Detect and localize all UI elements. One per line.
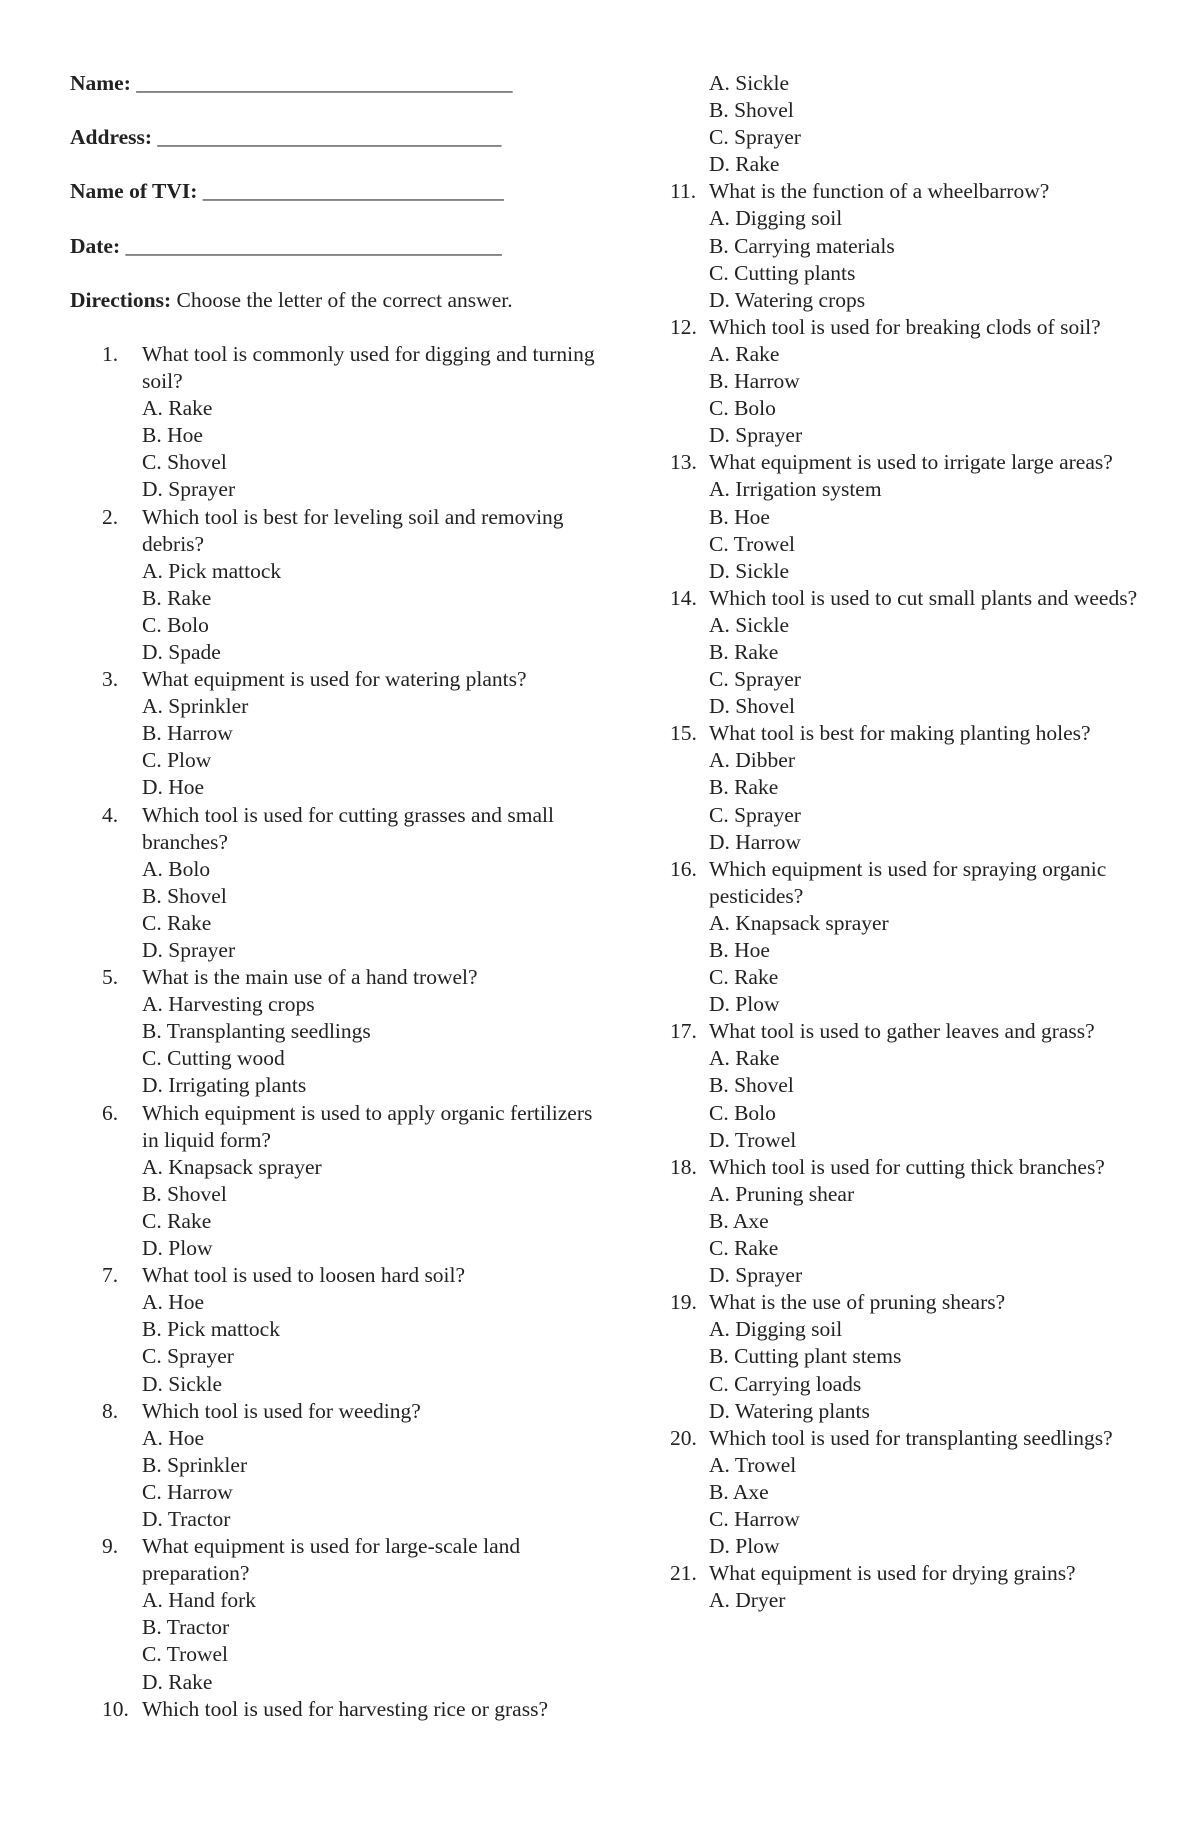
answer-choice[interactable]: B. Shovel bbox=[709, 98, 794, 123]
question-item bbox=[70, 1262, 600, 1397]
answer-choice[interactable]: C. Rake bbox=[709, 965, 779, 990]
question-number: 19. bbox=[670, 1290, 697, 1315]
answer-choice[interactable]: A. Hoe bbox=[142, 1290, 205, 1315]
answer-choice[interactable]: C. Cutting plants bbox=[709, 260, 856, 285]
question-text: What tool is best for making planting holes? bbox=[709, 721, 1091, 746]
answer-choice[interactable]: C. Trowel bbox=[709, 531, 796, 556]
tvi-label: Name of TVI: bbox=[70, 179, 198, 204]
question-item bbox=[70, 1398, 600, 1533]
question-text: Which tool is used for harvesting rice or grass? bbox=[142, 1696, 548, 1721]
question-item bbox=[670, 1289, 1140, 1424]
answer-choice[interactable]: D. Sprayer bbox=[709, 1263, 803, 1288]
question-item bbox=[670, 178, 1140, 313]
answer-choice[interactable]: D. Watering plants bbox=[709, 1398, 870, 1423]
question-number: 5. bbox=[102, 965, 119, 990]
answer-choice[interactable]: B. Shovel bbox=[142, 883, 227, 908]
answer-choice[interactable]: C. Sprayer bbox=[709, 802, 801, 827]
date-label: Date: bbox=[70, 233, 121, 258]
question-number: 2. bbox=[102, 504, 119, 529]
answer-choice[interactable]: D. Plow bbox=[709, 1534, 780, 1559]
answer-choice[interactable]: C. Sprayer bbox=[709, 125, 801, 150]
directions bbox=[70, 287, 600, 314]
question-text: Which tool is used for weeding? bbox=[142, 1398, 421, 1423]
answer-choice[interactable]: C. Rake bbox=[142, 1208, 212, 1233]
answer-choice[interactable]: B. Pick mattock bbox=[142, 1317, 280, 1342]
answer-choice[interactable]: A. Knapsack sprayer bbox=[709, 910, 889, 935]
question-text: What is the function of a wheelbarrow? bbox=[709, 179, 1050, 204]
answer-choice[interactable]: C. Bolo bbox=[709, 1100, 776, 1125]
question-text: Which tool is used for breaking clods of soil? bbox=[709, 314, 1101, 339]
answer-choice[interactable]: B. Rake bbox=[709, 775, 779, 800]
answer-choice[interactable]: C. Shovel bbox=[142, 450, 227, 475]
question-item bbox=[70, 964, 600, 1099]
directions-label: Directions: bbox=[70, 287, 172, 312]
question-item bbox=[670, 1018, 1140, 1153]
answer-choice[interactable]: B. Transplanting seedlings bbox=[142, 1019, 371, 1044]
question-item bbox=[70, 1100, 600, 1263]
answer-choice[interactable]: D. Hoe bbox=[142, 775, 205, 800]
question-number: 7. bbox=[102, 1263, 119, 1288]
answer-choice[interactable]: C. Carrying loads bbox=[709, 1371, 862, 1396]
question-number: 14. bbox=[670, 585, 697, 610]
question-number: 20. bbox=[670, 1425, 697, 1450]
question-item bbox=[670, 1560, 1140, 1614]
answer-choice[interactable]: A. Sickle bbox=[709, 612, 790, 637]
question-number: 21. bbox=[670, 1561, 697, 1586]
answer-choice[interactable]: D. Shovel bbox=[709, 694, 795, 719]
question-item bbox=[670, 856, 1140, 1019]
answer-choice[interactable]: D. Rake bbox=[709, 152, 780, 177]
question-text: What equipment is used for drying grains? bbox=[709, 1561, 1076, 1586]
answer-choice[interactable]: D. Harrow bbox=[709, 829, 801, 854]
answer-choice[interactable]: C. Plow bbox=[142, 748, 212, 773]
question-text: What equipment is used to irrigate large areas? bbox=[709, 450, 1113, 475]
question-item bbox=[670, 585, 1140, 720]
date-field bbox=[70, 233, 600, 260]
question-item bbox=[70, 504, 600, 667]
question-list-right bbox=[670, 178, 1140, 1614]
answer-choice[interactable]: A. Dibber bbox=[709, 748, 795, 773]
answer-choice[interactable]: C. Bolo bbox=[709, 396, 776, 421]
answer-choice[interactable]: A. Dryer bbox=[709, 1588, 786, 1613]
answer-choice[interactable]: D. Sickle bbox=[142, 1371, 223, 1396]
question-text: What is the use of pruning shears? bbox=[709, 1290, 1006, 1315]
question-number: 3. bbox=[102, 667, 119, 692]
question-item bbox=[670, 720, 1140, 855]
question-number: 9. bbox=[102, 1534, 119, 1559]
question-text: Which tool is best for leveling soil and removing debris? bbox=[142, 504, 564, 556]
tvi-field bbox=[70, 178, 600, 205]
tvi-blank[interactable]: ____________________________ bbox=[202, 179, 504, 204]
question-item bbox=[670, 314, 1140, 449]
address-field bbox=[70, 124, 600, 151]
question-list-left bbox=[70, 341, 600, 1723]
answer-choice[interactable]: C. Bolo bbox=[142, 612, 209, 637]
answer-choice[interactable]: A. Rake bbox=[709, 341, 780, 366]
question-text: What is the main use of a hand trowel? bbox=[142, 965, 478, 990]
question-text: Which tool is used for cutting thick branches? bbox=[709, 1154, 1105, 1179]
answer-choice[interactable]: B. Harrow bbox=[709, 369, 800, 394]
name-field bbox=[70, 70, 600, 97]
directions-text: Choose the letter of the correct answer. bbox=[176, 287, 513, 312]
answer-choice[interactable]: C. Trowel bbox=[142, 1642, 229, 1667]
date-blank[interactable]: ___________________________________ bbox=[125, 233, 502, 258]
answer-choice[interactable]: B. Shovel bbox=[709, 1073, 794, 1098]
question-number: 4. bbox=[102, 802, 119, 827]
answer-choice[interactable]: A. Sickle bbox=[709, 71, 790, 95]
answer-choice[interactable]: B. Harrow bbox=[142, 721, 233, 746]
answer-choice[interactable]: B. Rake bbox=[142, 585, 212, 610]
answer-choice[interactable]: B. Tractor bbox=[142, 1615, 230, 1640]
question-text: Which equipment is used for spraying organic pesticides? bbox=[709, 856, 1107, 908]
name-label: Name: bbox=[70, 71, 131, 95]
question-10-choices bbox=[670, 70, 1140, 178]
answer-choice[interactable]: B. Hoe bbox=[142, 423, 203, 448]
answer-choice[interactable]: A. Digging soil bbox=[709, 1317, 843, 1342]
question-item bbox=[70, 802, 600, 965]
answer-choice[interactable]: D. Sprayer bbox=[142, 477, 236, 502]
question-text: What equipment is used for watering plants? bbox=[142, 667, 527, 692]
answer-choice[interactable]: D. Irrigating plants bbox=[142, 1073, 307, 1098]
answer-choice[interactable]: A. Rake bbox=[142, 396, 213, 421]
question-number: 15. bbox=[670, 721, 697, 746]
question-number: 16. bbox=[670, 856, 697, 881]
question-item bbox=[670, 1425, 1140, 1560]
answer-choice[interactable]: A. Knapsack sprayer bbox=[142, 1154, 322, 1179]
answer-choice[interactable]: A. Sprinkler bbox=[142, 694, 249, 719]
question-number: 17. bbox=[670, 1019, 697, 1044]
left-column bbox=[70, 70, 600, 1723]
question-number: 8. bbox=[102, 1398, 119, 1423]
question-text: What tool is used to gather leaves and grass? bbox=[709, 1019, 1095, 1044]
answer-choice[interactable]: B. Axe bbox=[709, 1479, 769, 1504]
answer-choice[interactable]: B. Rake bbox=[709, 639, 779, 664]
question-number: 18. bbox=[670, 1154, 697, 1179]
question-number: 1. bbox=[102, 341, 119, 366]
answer-choice[interactable]: A. Trowel bbox=[709, 1452, 797, 1477]
answer-choice[interactable]: B. Hoe bbox=[709, 938, 770, 962]
answer-choice[interactable]: A. Harvesting crops bbox=[142, 992, 315, 1017]
answer-choice[interactable]: D. Watering crops bbox=[709, 287, 866, 312]
answer-choice[interactable]: C. Rake bbox=[709, 1236, 779, 1261]
answer-choice[interactable]: D. Sickle bbox=[709, 558, 790, 583]
answer-choice[interactable]: A. Pruning shear bbox=[709, 1181, 855, 1206]
answer-choice[interactable]: B. Sprinkler bbox=[142, 1452, 248, 1477]
answer-choice[interactable]: B. Cutting plant stems bbox=[709, 1344, 902, 1369]
name-blank[interactable]: ___________________________________ bbox=[136, 71, 513, 95]
question-item bbox=[70, 666, 600, 801]
question-number: 11. bbox=[670, 179, 697, 204]
answer-choice[interactable]: B. Shovel bbox=[142, 1181, 227, 1206]
answer-choice[interactable]: A. Hand fork bbox=[142, 1588, 257, 1613]
right-column bbox=[670, 70, 1140, 1614]
question-text: What equipment is used for large-scale land preparation? bbox=[142, 1534, 521, 1586]
answer-choice[interactable]: C. Harrow bbox=[142, 1479, 233, 1504]
question-item bbox=[70, 1533, 600, 1696]
answer-choice[interactable]: A. Rake bbox=[709, 1046, 780, 1071]
answer-choice[interactable]: D. Tractor bbox=[142, 1506, 231, 1531]
question-number: 10. bbox=[102, 1696, 129, 1721]
question-item bbox=[670, 449, 1140, 584]
answer-choice[interactable]: C. Sprayer bbox=[709, 667, 801, 692]
address-label: Address: bbox=[70, 125, 153, 150]
answer-choice[interactable]: C. Cutting wood bbox=[142, 1046, 285, 1071]
answer-choice[interactable]: B. Carrying materials bbox=[709, 233, 895, 258]
question-number: 13. bbox=[670, 450, 697, 475]
question-text: Which tool is used for cutting grasses and small branches? bbox=[142, 802, 555, 854]
question-text: Which equipment is used to apply organic fertilizers in liquid form? bbox=[142, 1100, 593, 1152]
address-blank[interactable]: ________________________________ bbox=[157, 125, 502, 150]
question-item bbox=[70, 341, 600, 504]
answer-choice[interactable]: A. Hoe bbox=[142, 1425, 205, 1450]
answer-choice[interactable]: D. Rake bbox=[142, 1669, 213, 1694]
answer-choice[interactable]: C. Sprayer bbox=[142, 1344, 234, 1369]
answer-choice[interactable]: C. Rake bbox=[142, 910, 212, 935]
answer-choice[interactable]: A. Pick mattock bbox=[142, 558, 282, 583]
question-text: What tool is commonly used for digging and turning soil? bbox=[142, 341, 595, 394]
answer-choice[interactable]: A. Digging soil bbox=[709, 206, 843, 231]
answer-choice[interactable]: D. Sprayer bbox=[142, 938, 236, 962]
question-text: Which tool is used for transplanting seedlings? bbox=[709, 1425, 1113, 1450]
answer-choice[interactable]: C. Harrow bbox=[709, 1506, 800, 1531]
answer-choice[interactable]: D. Trowel bbox=[709, 1127, 797, 1152]
question-number: 6. bbox=[102, 1100, 119, 1125]
question-text: What tool is used to loosen hard soil? bbox=[142, 1263, 466, 1288]
question-item bbox=[70, 1696, 600, 1723]
answer-choice[interactable]: D. Plow bbox=[709, 992, 780, 1017]
question-item bbox=[670, 1154, 1140, 1289]
answer-choice[interactable]: D. Sprayer bbox=[709, 423, 803, 448]
answer-choice[interactable]: D. Spade bbox=[142, 639, 221, 664]
answer-choice[interactable]: B. Axe bbox=[709, 1208, 769, 1233]
answer-choice[interactable]: A. Irrigation system bbox=[709, 477, 882, 502]
answer-choice[interactable]: A. Bolo bbox=[142, 856, 211, 881]
question-number: 12. bbox=[670, 314, 697, 339]
answer-choice[interactable]: D. Plow bbox=[142, 1236, 213, 1261]
question-text: Which tool is used to cut small plants and weeds? bbox=[709, 585, 1138, 610]
answer-choice[interactable]: B. Hoe bbox=[709, 504, 770, 529]
